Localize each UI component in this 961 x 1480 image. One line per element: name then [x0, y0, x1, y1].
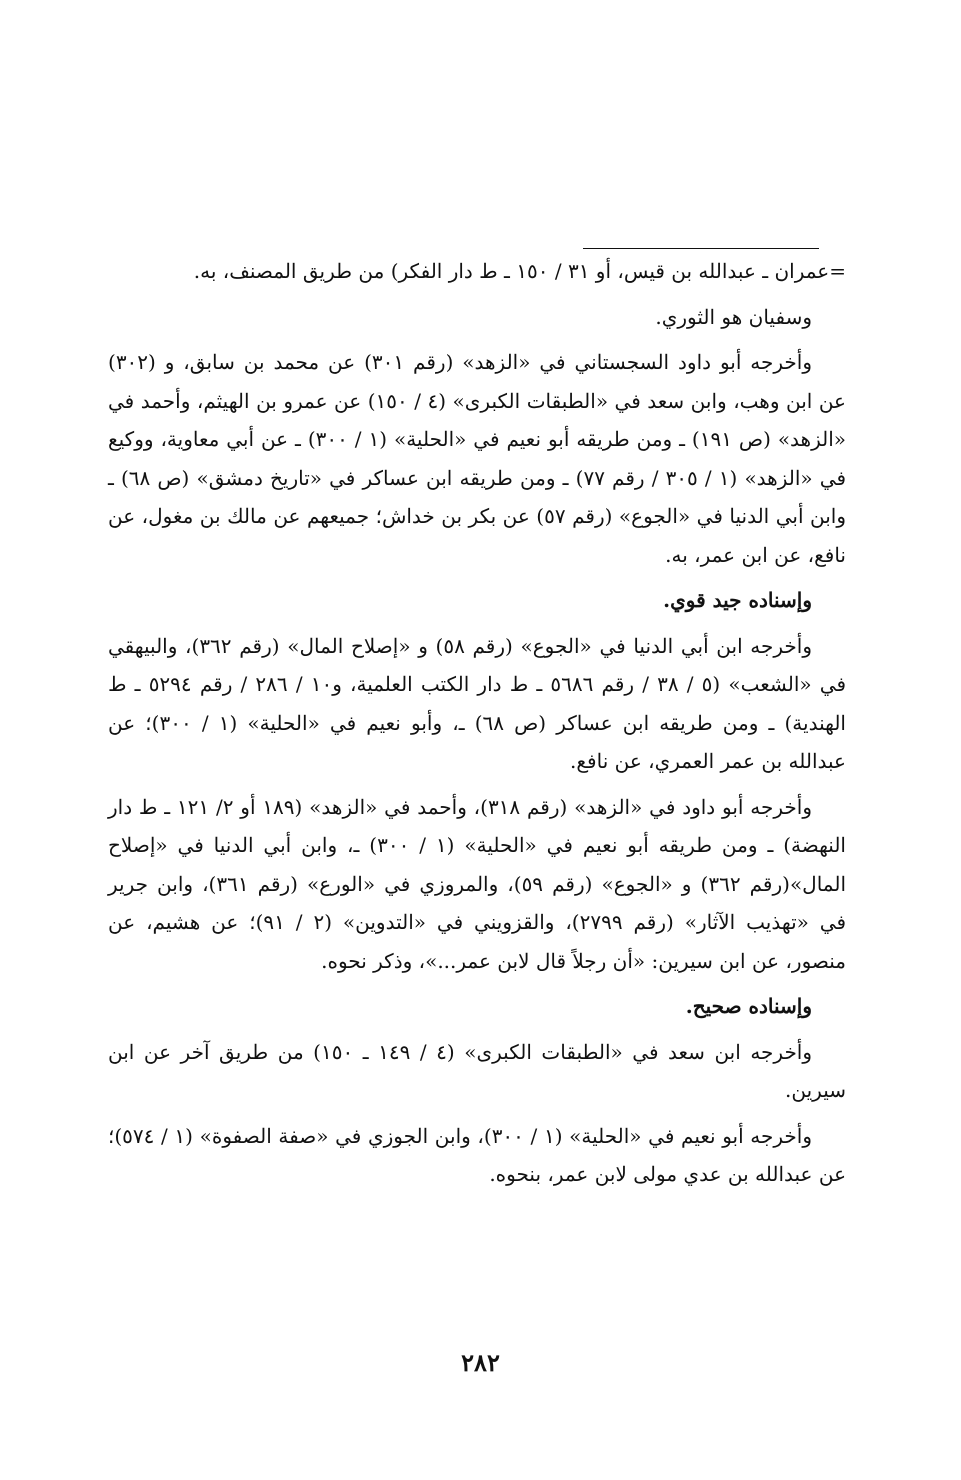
- footnote-paragraph: وأخرجه أبو داود السجستاني في «الزهد» (رقم ٣٠١) عن محمد بن سابق، و (٣٠٢) عن ابن وهب، وابن سعد في «الطبقات الكبرى» (٤ / ١٥٠) عن عمرو بن الهيثم، وأحمد في «الزهد» (ص ١٩١) ـ ومن طريقه أبو نعيم في «الحلية» (١ / ٣٠٠) ـ عن أبي معاوية، ووكيع في «الزهد» (١ / ٣٠٥ / رقم ٧٧) ـ ومن طريقه ابن عساكر في «تاريخ دمشق» (ص ٦٨) ـ وابن أبي الدنيا في «الجوع» (رقم ٥٧) عن بكر بن خداش؛ جميعهم عن مالك بن مغول، عن نافع، عن ابن عمر، به.: [108, 350, 847, 567]
- footnote-paragraph: وأخرجه أبو داود في «الزهد» (رقم ٣١٨)، وأحمد في «الزهد» (١٨٩ أو ٢/ ١٢١ ـ ط دار النهضة) ـ ومن طريقه أبو نعيم في «الحلية» (١ / ٣٠٠) ـ، وابن أبي الدنيا في «إصلاح المال»(رقم ٣٦٢) و «الجوع» (رقم ٥٩)، والمروزي في «الورع» (رقم ٣٦١)، وابن جرير في «تهذيب الآثار» (رقم ٢٧٩٩)، والقزويني في «التدوين» (٢ / ٩١)؛ عن هشيم، عن منصور، عن ابن سيرين: «أن رجلاً قال لابن عمر...»، وذكر نحوه.: [108, 794, 847, 973]
- grading-note: وإسناده جيد قوي.: [663, 588, 812, 612]
- footnote-text: [108, 252, 846, 1201]
- footnote-paragraph: وسفيان هو الثوري.: [655, 304, 812, 329]
- page-number: ٢٨٢: [461, 1348, 500, 1377]
- footnote-separator: [583, 248, 819, 249]
- footnote-paragraph: وأخرجه ابن سعد في «الطبقات الكبرى» (٤ / ١٤٩ ـ ١٥٠) من طريق آخر عن ابن سيرين.: [108, 1039, 846, 1102]
- footnote-paragraph: =عمران ـ عبدالله بن قيس، أو ٣١ / ١٥٠ ـ ط دار الفكر) من طريق المصنف، به.: [193, 259, 846, 283]
- footnote-paragraph: وأخرجه أبو نعيم في «الحلية» (١ / ٣٠٠)، وابن الجوزي في «صفة الصفوة» (١ / ٥٧٤)؛ عن عبدالله بن عدي مولى لابن عمر، بنحوه.: [108, 1123, 846, 1186]
- grading-note: وإسناده صحيح.: [685, 994, 812, 1018]
- footnote-paragraph: وأخرجه ابن أبي الدنيا في «الجوع» (رقم ٥٨) و «إصلاح المال» (رقم ٣٦٢)، والبيهقي في «الشعب» (٥ / ٣٨ / رقم ٥٦٨٦ ـ ط دار الكتب العلمية، و١٠ / ٢٨٦ / رقم ٥٢٩٤ ـ ط الهندية) ـ ومن طريقه ابن عساكر (ص ٦٨) ـ، وأبو نعيم في «الحلية» (١ / ٣٠٠)؛ عن عبدالله بن عمر العمري، عن نافع.: [108, 633, 847, 773]
